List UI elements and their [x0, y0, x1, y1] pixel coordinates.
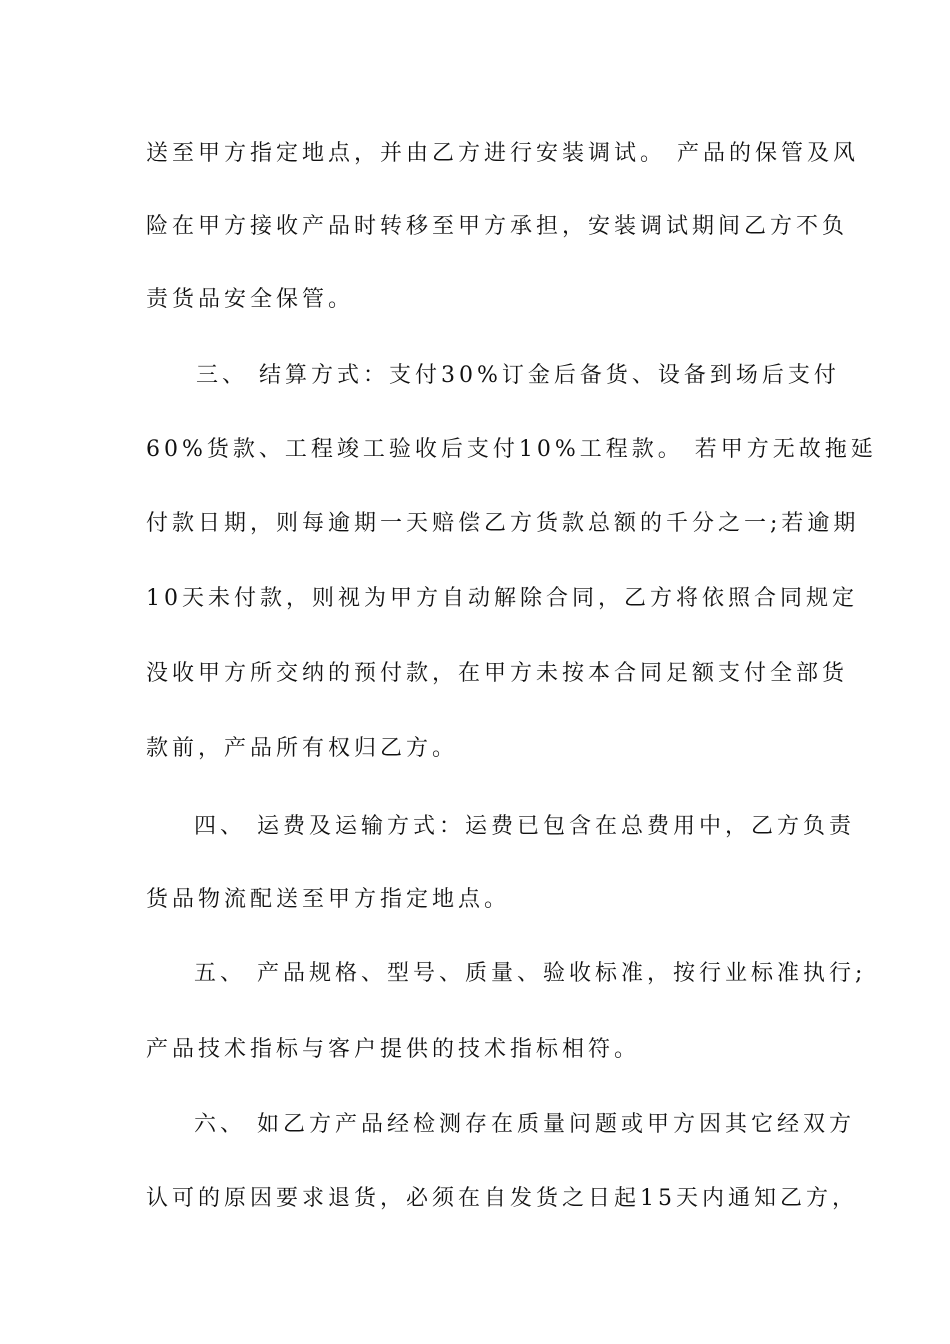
text-line: 10天未付款，则视为甲方自动解除合同，乙方将依照合同规定 — [146, 586, 858, 611]
text-line: 货品物流配送至甲方指定地点。 — [146, 887, 511, 912]
text-line: 险在甲方接收产品时转移至甲方承担，安装调试期间乙方不负 — [146, 214, 849, 239]
text-line: 送至甲方指定地点，并由乙方进行安装调试。 产品的保管及风 — [146, 141, 859, 166]
text-line: 款前，产品所有权归乙方。 — [146, 736, 459, 761]
section-4-heading-line: 四、 运费及运输方式：运费已包含在总费用中，乙方负责 — [194, 814, 855, 839]
section-5-heading-line: 五、 产品规格、型号、质量、验收标准，按行业标准执行; — [194, 961, 867, 986]
section-6-heading-line: 六、 如乙方产品经检测存在质量问题或甲方因其它经双方 — [194, 1112, 855, 1137]
text-line: 产品技术指标与客户提供的技术指标相符。 — [146, 1037, 641, 1062]
text-line: 认可的原因要求退货，必须在自发货之日起15天内通知乙方， — [146, 1186, 858, 1211]
text-line: 没收甲方所交纳的预付款，在甲方未按本合同足额支付全部货 — [146, 661, 849, 686]
text-line: 责货品安全保管。 — [146, 287, 355, 312]
section-3-heading-line: 三、 结算方式：支付30%订金后备货、设备到场后支付 — [196, 363, 840, 388]
text-line: 付款日期，则每逾期一天赔偿乙方货款总额的千分之一;若逾期 — [146, 511, 860, 536]
text-line: 60%货款、工程竣工验收后支付10%工程款。 若甲方无故拖延 — [146, 437, 877, 462]
